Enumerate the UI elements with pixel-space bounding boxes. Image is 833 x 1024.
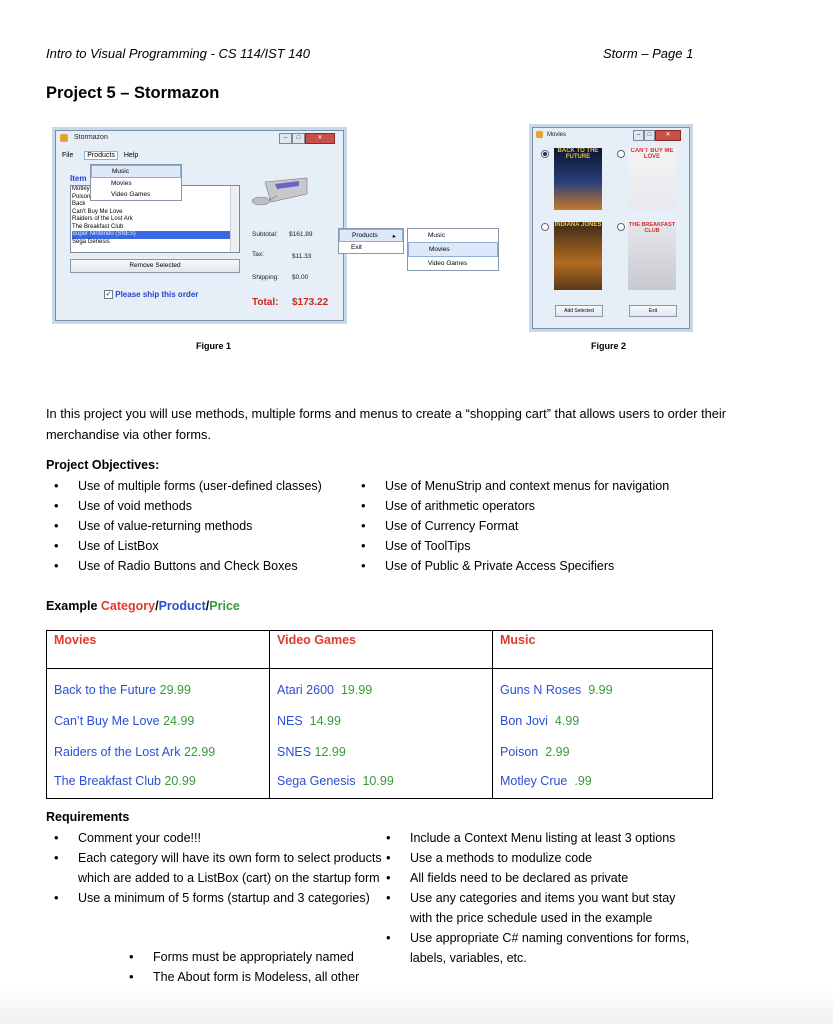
list-item: • Use of multiple forms (user-defined classes) — [46, 476, 356, 496]
remove-selected-button[interactable]: Remove Selected — [70, 259, 240, 273]
poster-cant-buy-me-love — [628, 148, 676, 210]
list-item: • Use of Currency Format — [353, 516, 733, 536]
tax-label: Tax: — [252, 251, 264, 258]
table-cell — [493, 669, 713, 707]
context-item-products[interactable] — [339, 229, 403, 242]
product-price: 22.99 — [183, 745, 216, 759]
table-header-video-games: Video Games — [270, 631, 493, 669]
shipping-value: $0.00 — [292, 274, 309, 281]
list-item: • Use of Radio Buttons and Check Boxes — [46, 556, 356, 576]
close-icon[interactable]: ✕ — [305, 133, 335, 144]
list-item: • Each category will have its own form to select products which are added to a ListBox (cart) on the startup form — [46, 848, 386, 888]
product-name: Atari 2600 — [277, 683, 334, 697]
checkbox-check-icon[interactable]: ✓ — [105, 291, 112, 299]
objectives-right-list — [353, 476, 733, 576]
list-item: • Use any categories and items you want but stay with the price schedule used in the example — [378, 888, 698, 928]
list-item: • Use of ListBox — [46, 536, 356, 556]
requirements-heading: Requirements — [46, 810, 130, 824]
list-item: • Include a Context Menu listing at least 3 options — [378, 828, 698, 848]
product-name: Motley Crue — [500, 774, 568, 788]
product-price: 24.99 — [163, 714, 195, 728]
ship-order-checkbox[interactable] — [104, 290, 198, 299]
example-label: Example — [46, 599, 101, 613]
submenu-item-video-games[interactable]: Video Games — [428, 260, 468, 267]
list-item: • Forms must be appropriately named — [121, 947, 381, 967]
product-name: Can’t Buy Me Love — [54, 714, 160, 728]
table-row — [47, 669, 713, 707]
table-cell — [47, 669, 270, 707]
requirements-right-list — [378, 828, 698, 968]
radio-indiana-jones[interactable] — [541, 223, 549, 231]
poster-title: THE BREAKFAST CLUB — [628, 222, 676, 234]
table-cell — [493, 706, 713, 737]
close-icon[interactable]: ✕ — [655, 130, 681, 141]
product-name: Bon Jovi — [500, 714, 548, 728]
exit-button[interactable]: Exit — [629, 305, 677, 317]
table-header-movies: Movies — [47, 631, 270, 669]
product-price: 2.99 — [545, 745, 570, 759]
menu-file[interactable]: File — [62, 152, 74, 159]
menu-products[interactable]: Products — [84, 151, 118, 160]
figure1-window — [55, 130, 344, 321]
submenu-item-movies[interactable]: Movies — [408, 242, 498, 257]
list-item: • Use a minimum of 5 forms (startup and 3 categories) — [46, 888, 386, 908]
list-item[interactable]: Raiders of the Lost Ark — [72, 216, 133, 222]
add-selected-button[interactable]: Add Selected — [555, 305, 603, 317]
context-item-exit[interactable]: Exit — [351, 244, 362, 251]
figure1-window-title: Stormazon — [74, 134, 108, 141]
menu-help[interactable]: Help — [123, 152, 139, 159]
table-row — [47, 768, 713, 799]
list-item: • Use a methods to modulize code — [378, 848, 698, 868]
maximize-icon[interactable]: □ — [644, 130, 655, 141]
header-course: Intro to Visual Programming - CS 114/IST 140 — [46, 46, 310, 61]
dropdown-item-movies[interactable]: Movies — [111, 180, 132, 187]
product-name: Raiders of the Lost Ark — [54, 745, 181, 759]
list-item: • Use of void methods — [46, 496, 356, 516]
example-category: Category — [100, 599, 156, 613]
list-item: • Use of MenuStrip and context menus for navigation — [353, 476, 733, 496]
submenu-arrow-icon: ▸ — [392, 233, 396, 240]
objectives-heading: Project Objectives: — [46, 458, 160, 472]
product-price: 9.99 — [588, 683, 613, 697]
product-name: The Breakfast Club — [54, 774, 161, 788]
figure2-titlebar — [533, 128, 689, 142]
items-label: Item — [70, 174, 87, 183]
total-label: Total: — [252, 297, 279, 308]
table-cell — [47, 737, 270, 768]
header-page: Storm – Page 1 — [603, 46, 694, 61]
poster-back-to-the-future — [554, 148, 602, 210]
product-name: Guns N Roses — [500, 683, 582, 697]
list-item[interactable]: Poison — [72, 193, 91, 200]
product-name: Sega Genesis — [277, 774, 356, 788]
subtotal-value: $161.89 — [289, 231, 313, 238]
product-price: 29.99 — [159, 683, 191, 697]
requirements-left-list — [46, 828, 386, 908]
table-row — [47, 706, 713, 737]
product-name: Poison — [500, 745, 539, 759]
figure2-window — [532, 127, 690, 329]
list-item: • Use of arithmetic operators — [353, 496, 733, 516]
page-title: Project 5 – Stormazon — [46, 84, 220, 102]
list-item: • Use of value-returning methods — [46, 516, 356, 536]
app-icon — [536, 131, 543, 138]
minimize-icon[interactable]: – — [279, 133, 292, 144]
product-name: SNES — [277, 745, 312, 759]
poster-breakfast-club — [628, 222, 676, 290]
product-price: 14.99 — [309, 714, 341, 728]
poster-title: BACK TO THE FUTURE — [557, 148, 599, 160]
list-item[interactable]: Can't Buy Me Love — [72, 208, 123, 215]
objectives-left-list — [46, 476, 356, 576]
figure1-titlebar — [56, 131, 343, 145]
list-item[interactable]: Motley — [72, 186, 90, 192]
dropdown-item-video-games[interactable]: Video Games — [111, 191, 151, 198]
shipping-label: Shipping: — [252, 274, 280, 281]
product-price: 19.99 — [340, 683, 373, 697]
poster-title: INDIANA JONES — [554, 222, 602, 228]
table-cell — [47, 768, 270, 799]
product-price: 20.99 — [164, 774, 196, 788]
product-name: NES — [277, 714, 303, 728]
figure2-caption: Figure 2 — [591, 341, 627, 351]
table-cell — [270, 737, 493, 768]
product-price: 4.99 — [554, 714, 580, 728]
products-dropdown — [90, 164, 182, 201]
app-icon — [60, 134, 68, 142]
radio-cant-buy-me-love[interactable] — [617, 150, 625, 158]
price-table — [46, 630, 713, 799]
context-submenu — [407, 228, 499, 271]
submenu-item-music[interactable]: Music — [428, 232, 445, 239]
list-item: • All fields need to be declared as private — [378, 868, 698, 888]
listbox-scrollbar[interactable] — [230, 186, 239, 252]
example-price: Price — [209, 599, 240, 613]
tax-value: $11.33 — [292, 253, 312, 260]
example-sep: / — [155, 599, 159, 613]
list-item-selected[interactable]: Super Nintendo (SNES) — [72, 231, 239, 239]
context-item-products-label: Products — [352, 232, 378, 239]
table-cell — [270, 768, 493, 799]
table-cell — [493, 768, 713, 799]
product-name: Back to the Future — [54, 683, 157, 697]
ship-order-label: Please ship this order — [115, 290, 199, 299]
console-image — [251, 176, 309, 208]
minimize-icon[interactable]: – — [633, 130, 644, 141]
list-item[interactable]: The Breakfast Club — [72, 223, 124, 230]
product-price: .99 — [574, 774, 592, 788]
menubar — [62, 152, 138, 159]
figure2-window-title: Movies — [547, 132, 567, 138]
poster-title: CAN'T BUY ME LOVE — [630, 148, 674, 160]
list-item[interactable]: Sega Genesis — [72, 238, 110, 245]
list-item: • Use appropriate C# naming conventions for forms, labels, variables, etc. — [378, 928, 698, 968]
page-bottom-fade — [0, 985, 833, 1024]
table-cell — [47, 706, 270, 737]
example-sep: / — [205, 599, 210, 613]
figure1-caption: Figure 1 — [196, 341, 232, 351]
table-row — [47, 737, 713, 768]
poster-indiana-jones — [554, 222, 602, 290]
example-heading — [46, 599, 240, 613]
product-price: 10.99 — [362, 774, 394, 788]
total-value: $173.22 — [292, 297, 329, 308]
list-item: • Use of ToolTips — [353, 536, 733, 556]
table-cell — [493, 737, 713, 768]
radio-dot-icon — [543, 152, 547, 156]
table-cell — [270, 706, 493, 737]
context-menu — [338, 228, 404, 254]
maximize-icon[interactable]: □ — [292, 133, 305, 144]
example-product: Product — [158, 599, 206, 613]
radio-back-to-the-future[interactable] — [541, 150, 549, 158]
subtotal-label: Subtotal: — [252, 231, 278, 238]
table-header-music: Music — [493, 631, 713, 669]
table-cell — [270, 669, 493, 707]
list-item: • Use of Public & Private Access Specifiers — [353, 556, 733, 576]
list-item: • The About form is Modeless, all other — [121, 967, 381, 1007]
dropdown-item-music[interactable]: Music — [91, 165, 181, 178]
list-item[interactable]: Back — [72, 201, 86, 207]
product-price: 12.99 — [314, 745, 346, 759]
radio-breakfast-club[interactable] — [617, 223, 625, 231]
intro-paragraph: In this project you will use methods, multiple forms and menus to create a “shopping cart” that allows users to order their merchandise via other forms. — [46, 406, 726, 442]
list-item: • Comment your code!!! — [46, 828, 386, 848]
